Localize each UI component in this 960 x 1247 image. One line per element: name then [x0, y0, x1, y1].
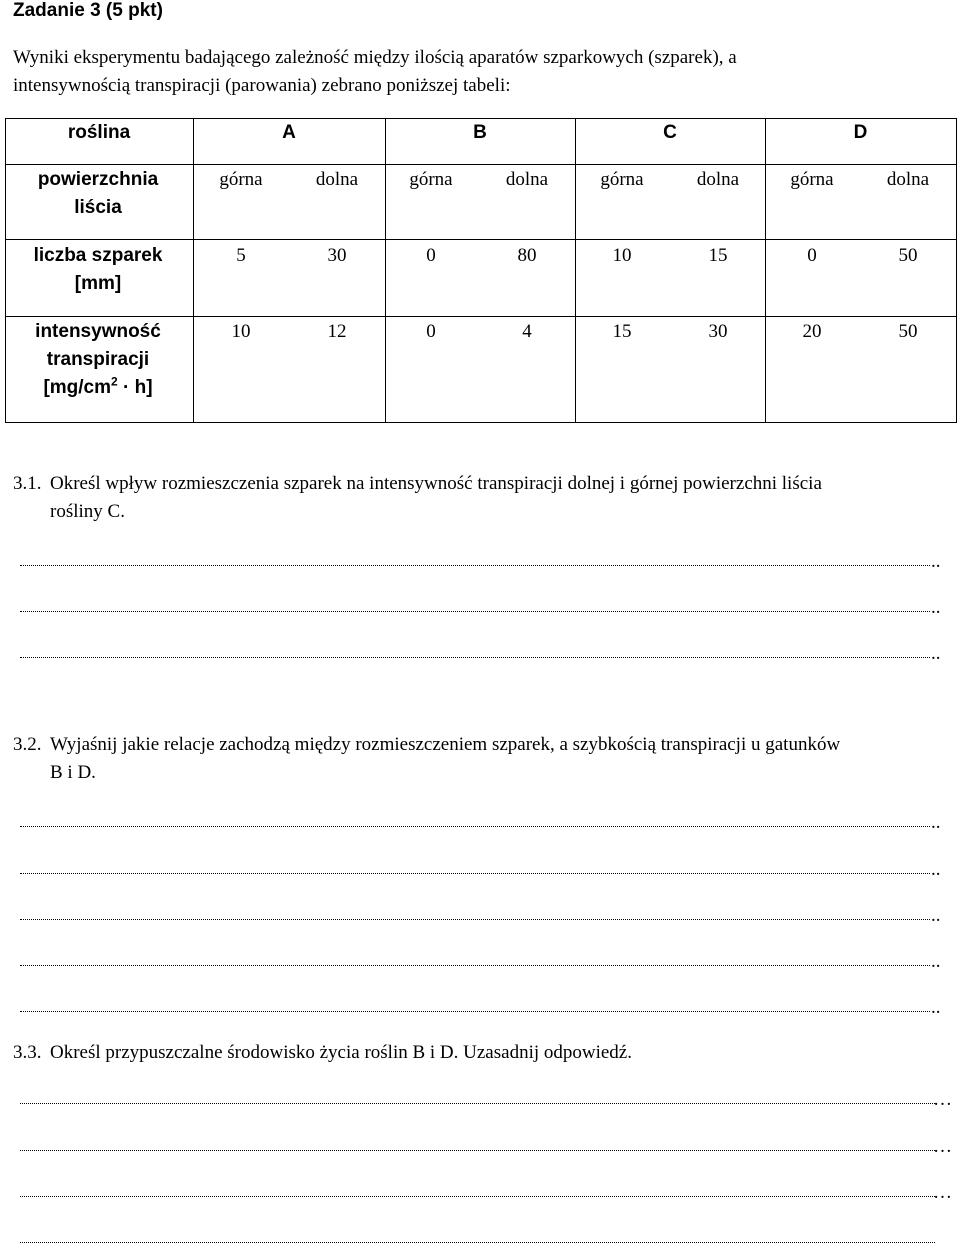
answer-line-3-2-d[interactable] — [20, 955, 930, 966]
answer-line-end: … — [933, 1136, 952, 1157]
transpiration-cell: 0 — [426, 321, 436, 342]
surface-cell: dolna — [315, 169, 359, 190]
question-3-1-line-2: rośliny C. — [50, 501, 125, 522]
plant-c-header: C — [663, 122, 677, 143]
table-line-row2 — [5, 239, 957, 240]
surface-cell: dolna — [696, 169, 740, 190]
answer-line-end: .. — [931, 597, 941, 618]
answer-line-end: .. — [931, 551, 941, 572]
table-line-bottom — [5, 422, 957, 423]
answer-line-3-3-d[interactable] — [20, 1232, 935, 1243]
answer-line-3-2-e[interactable] — [20, 1001, 930, 1012]
stomata-cell: 0 — [426, 245, 436, 266]
surface-cell: górna — [790, 169, 834, 190]
stomata-cell: 0 — [807, 245, 817, 266]
answer-line-end: .. — [931, 812, 941, 833]
answer-line-end: … — [933, 1182, 952, 1203]
transpiration-cell: 20 — [802, 321, 822, 342]
stomata-row-header — [5, 242, 191, 298]
surface-cell: górna — [600, 169, 644, 190]
answer-line-3-1-a[interactable] — [20, 555, 930, 566]
answer-line-end: … — [933, 1089, 952, 1110]
question-3-2-line-2: B i D. — [50, 762, 96, 783]
table-line-row1 — [5, 164, 957, 165]
answer-line-end: .. — [931, 643, 941, 664]
transpiration-cell: 50 — [898, 321, 918, 342]
transpiration-header-line-1: intensywność — [35, 321, 161, 342]
surface-cell: górna — [219, 169, 263, 190]
stomata-header-line-1: liczba szparek — [33, 245, 163, 266]
intro-line-1: Wyniki eksperymentu badającego zależność między ilością aparatów szparkowych (szparek), a — [13, 47, 737, 68]
transpiration-cell: 30 — [708, 321, 728, 342]
transpiration-cell: 4 — [522, 321, 532, 342]
transpiration-row-header — [5, 318, 191, 402]
answer-line-3-2-b[interactable] — [20, 863, 930, 874]
answer-line-3-3-c[interactable] — [20, 1186, 935, 1197]
transpiration-header-line-2: transpiracji — [46, 349, 150, 370]
answer-line-3-1-b[interactable] — [20, 601, 930, 612]
answer-line-3-2-c[interactable] — [20, 909, 930, 920]
question-3-1-number: 3.1. — [13, 473, 42, 494]
question-3-3 — [13, 1039, 632, 1067]
answer-line-end: .. — [931, 951, 941, 972]
surface-row-header — [5, 166, 191, 222]
task-title: Zadanie 3 (5 pkt) — [13, 0, 163, 21]
stomata-header-line-2: [mm] — [74, 273, 122, 294]
question-3-2-line-1: Wyjaśnij jakie relacje zachodzą między rozmieszczeniem szparek, a szybkością transpiracji u gatunków — [50, 734, 841, 755]
surface-cell: dolna — [886, 169, 930, 190]
stomata-cell: 10 — [612, 245, 632, 266]
stomata-cell: 15 — [708, 245, 728, 266]
question-3-1 — [13, 470, 822, 526]
surface-header-line-2: liścia — [74, 197, 122, 218]
question-3-3-line-1: Określ przypuszczalne środowisko życia roślin B i D. Uzasadnij odpowiedź. — [50, 1042, 632, 1063]
task-intro — [13, 44, 913, 100]
transpiration-cell: 15 — [612, 321, 632, 342]
unit-base: [mg/cm — [43, 377, 112, 398]
answer-line-end: .. — [931, 997, 941, 1018]
plant-header: roślina — [67, 122, 131, 143]
answer-line-3-1-c[interactable] — [20, 647, 930, 658]
table-line-col2 — [385, 118, 386, 423]
unit-tail: · h] — [117, 377, 153, 398]
stomata-cell: 30 — [327, 245, 347, 266]
plant-b-header: B — [473, 122, 487, 143]
table-line-col4 — [765, 118, 766, 423]
unit-exponent: 2 — [111, 374, 118, 389]
table-line-col1 — [193, 118, 194, 423]
surface-cell: górna — [409, 169, 453, 190]
plant-a-header: A — [282, 122, 296, 143]
transpiration-header-line-3 — [5, 374, 191, 402]
question-3-3-number: 3.3. — [13, 1042, 42, 1063]
answer-line-3-2-a[interactable] — [20, 816, 930, 827]
intro-line-2: intensywnością transpiracji (parowania) zebrano poniższej tabeli: — [13, 75, 511, 96]
stomata-cell: 5 — [236, 245, 246, 266]
transpiration-cell: 12 — [327, 321, 347, 342]
stomata-cell: 80 — [517, 245, 537, 266]
table-line-row3 — [5, 316, 957, 317]
question-3-2 — [13, 731, 840, 787]
table-line-col3 — [575, 118, 576, 423]
surface-header-line-1: powierzchnia — [37, 169, 159, 190]
transpiration-cell: 10 — [231, 321, 251, 342]
plant-d-header: D — [853, 122, 868, 143]
answer-line-3-3-a[interactable] — [20, 1093, 935, 1104]
answer-line-end: .. — [931, 859, 941, 880]
stomata-cell: 50 — [898, 245, 918, 266]
surface-cell: dolna — [505, 169, 549, 190]
answer-line-end: .. — [931, 905, 941, 926]
answer-line-3-3-b[interactable] — [20, 1140, 935, 1151]
table-line-right — [956, 118, 957, 423]
question-3-1-line-1: Określ wpływ rozmieszczenia szparek na intensywność transpiracji dolnej i górnej powierzchni liścia — [50, 473, 822, 494]
question-3-2-number: 3.2. — [13, 734, 42, 755]
